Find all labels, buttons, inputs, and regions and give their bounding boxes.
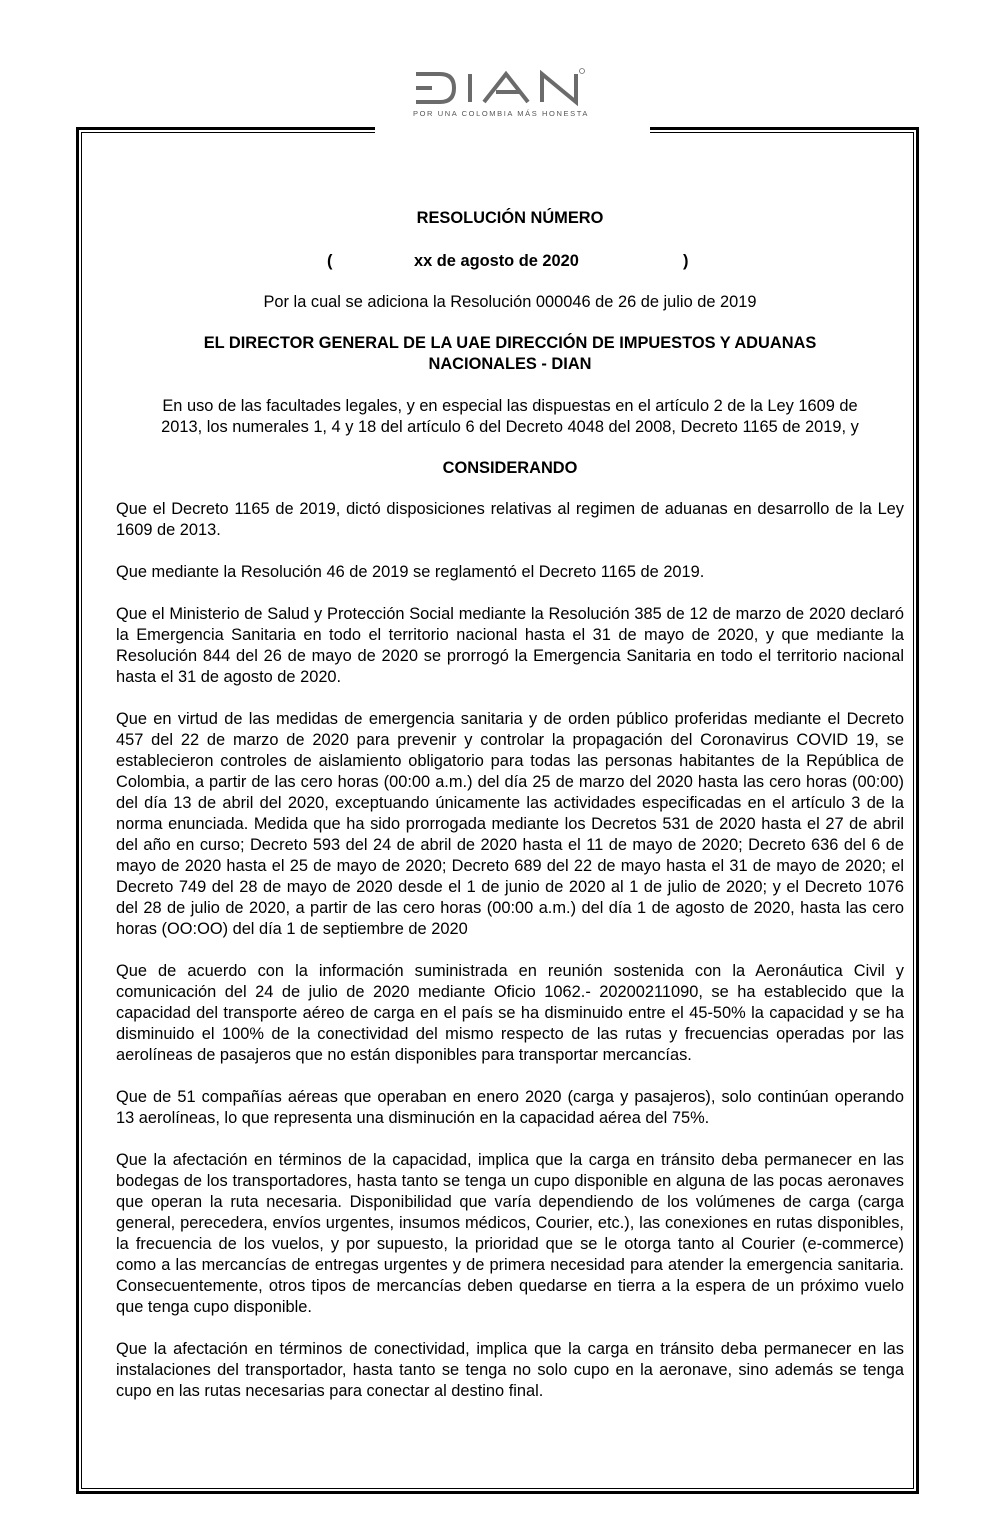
resolution-title: RESOLUCIÓN NÚMERO [416, 209, 604, 227]
resolution-subtitle: Por la cual se adiciona la Resolución 000046 de 26 de julio de 2019 [263, 293, 757, 311]
paragraph: Que de 51 compañías aéreas que operaban en enero 2020 (carga y pasajeros), solo continúan operando 13 aerolíneas, lo que representa una disminución en la capacidad aérea del 75%. [116, 1088, 904, 1127]
document-body [116, 208, 904, 1402]
frame-logo-gap [375, 120, 650, 140]
paragraph: Que en virtud de las medidas de emergencia sanitaria y de orden público proferidas mediante el Decreto 457 del 22 de marzo de 2020 para prevenir y controlar la propagación del Coronavirus COVID 19, se establecieron controles de aislamiento obligatorio para todas las personas habitantes de la República de Colombia, a partir de las cero horas (00:00 a.m.) del día 25 de marzo del 2020 hasta las cero horas (00:00) del día 13 de abril del 2020, exceptuando únicamente las actividades especificadas en el artículo 3 de la norma enunciada. Medida que ha sido prorrogada mediante los Decretos 531 de 2020 hasta el 27 de abril del año en curso; Decreto 593 del 24 de abril de 2020 hasta el 11 de mayo de 2020; Decreto 636 del 6 de mayo de 2020 hasta el 25 de mayo de 2020; Decreto 689 del 22 de mayo hasta el 31 de mayo de 2020; el Decreto 749 del 28 de mayo de 2020 desde el 1 de junio de 2020 al 1 de julio de 2020; y el Decreto 1076 del 28 de julio de 2020, a partir de las cero horas (00:00 a.m.) del día 1 de agosto de 2020, hasta las cero horas (OO:OO) del día 1 de septiembre de 2020 [116, 710, 904, 938]
paragraph: Que la afectación en términos de conectividad, implica que la carga en tránsito deba permanecer en las instalaciones del transportador, hasta tanto se tenga no solo cupo en la aeronave, sino además se tenga cupo en las rutas necesarias para conectar al destino final. [116, 1340, 904, 1400]
paragraph: Que la afectación en términos de la capacidad, implica que la carga en tránsito deba permanecer en las bodegas de los transportadores, hasta tanto se tenga un cupo disponible en alguna de las pocas aeronaves que operan la ruta necesaria. Disponibilidad que varía dependiendo de los volúmenes de carga (carga general, perecedera, envíos urgentes, insumos médicos, Courier, etc.), las conexiones en rutas disponibles, la frecuencia de los vuelos, y por supuesto, la prioridad que se le otorga tanto al Courier (e-commerce) como a las mercancías de entregas urgentes y de primera necesidad para atender la emergencia sanitaria. Consecuentemente, otros tipos de mercancías deben quedarse en tierra a la espera de un próximo vuelo que tenga cupo disponible. [116, 1151, 904, 1316]
considerando-heading: CONSIDERANDO [442, 459, 578, 477]
paragraph: Que mediante la Resolución 46 de 2019 se reglamentó el Decreto 1165 de 2019. [116, 563, 705, 581]
faculties-line-2: 2013, los numerales 1, 4 y 18 del artículo 6 del Decreto 4048 del 2008, Decreto 1165 de 2019, y [161, 418, 859, 436]
authority-line-1: EL DIRECTOR GENERAL DE LA UAE DIRECCIÓN DE IMPUESTOS Y ADUANAS [203, 334, 817, 352]
logo-tagline: POR UNA COLOMBIA MÁS HONESTA [413, 109, 589, 118]
resolution-date-line [116, 251, 904, 272]
date-close-paren: ) [683, 252, 689, 270]
date-open-paren: ( [327, 252, 333, 270]
authority-line-2: NACIONALES - DIAN [428, 355, 592, 373]
faculties-text [116, 396, 904, 438]
paragraph: Que el Decreto 1165 de 2019, dictó disposiciones relativas al regimen de aduanas en desarrollo de la Ley 1609 de 2013. [116, 500, 904, 539]
faculties-line-1: En uso de las facultades legales, y en especial las dispuestas en el artículo 2 de la Ley 1609 de [162, 397, 858, 415]
authority-heading [116, 333, 904, 375]
paragraph: Que de acuerdo con la información suministrada en reunión sostenida con la Aeronáutica Civil y comunicación del 24 de julio de 2020 mediante Oficio 1062.- 20200211090, se ha establecido que la capacidad del transporte aéreo de carga en el país se ha disminuido entre el 45-50% la capacidad y se ha disminuido el 100% de la conectividad del mismo respecto de las rutas y frecuencias operadas por las aerolíneas de pasajeros que no están disponibles para transportar mercancías. [116, 962, 904, 1064]
paragraph: Que el Ministerio de Salud y Protección Social mediante la Resolución 385 de 12 de marzo de 2020 declaró la Emergencia Sanitaria en todo el territorio nacional hasta el 31 de mayo de 2020, y que mediante la Resolución 844 del 26 de mayo de 2020 se prorrogó la Emergencia Sanitaria en todo el territorio nacional hasta el 31 de agosto de 2020. [116, 605, 904, 686]
resolution-date: xx de agosto de 2020 [414, 252, 579, 270]
